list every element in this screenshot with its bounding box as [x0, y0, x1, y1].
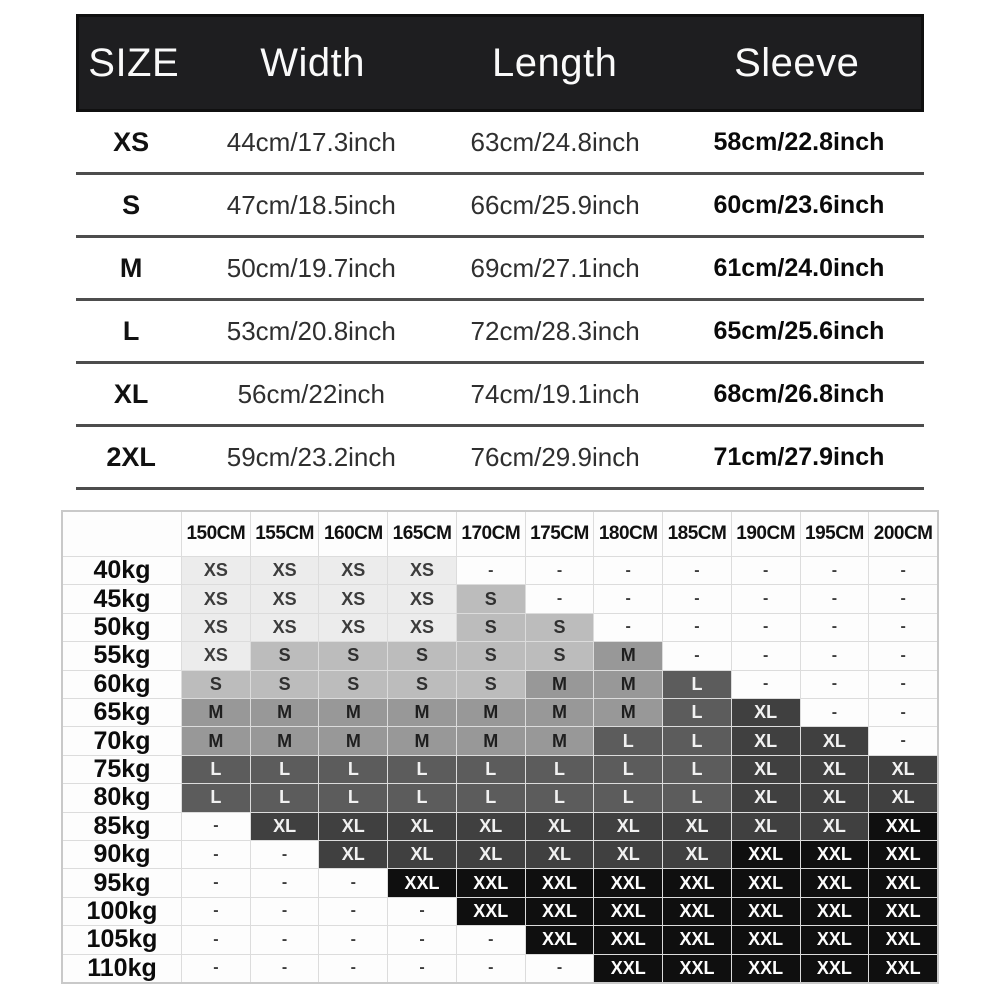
- fit-cell: M: [594, 699, 662, 726]
- fit-cell: S: [319, 671, 387, 698]
- spec-table-row: [76, 364, 924, 427]
- fit-cell: XS: [319, 557, 387, 584]
- fit-cell: XXL: [801, 926, 869, 953]
- fit-cell: L: [526, 756, 594, 783]
- fit-cell: -: [869, 642, 937, 669]
- fit-cell: XL: [388, 841, 456, 868]
- fit-cell: XL: [663, 813, 731, 840]
- spec-table-body: [76, 112, 924, 490]
- fit-cell: L: [526, 784, 594, 811]
- fit-cell: L: [388, 756, 456, 783]
- fit-cell: XL: [319, 813, 387, 840]
- fit-cell: -: [251, 869, 319, 896]
- fit-cell: M: [594, 642, 662, 669]
- weight-label: 50kg: [63, 614, 181, 641]
- fit-cell: M: [182, 727, 250, 754]
- fit-corner-cell: [63, 512, 181, 556]
- fit-cell: XXL: [869, 869, 937, 896]
- size-label: XS: [113, 126, 150, 157]
- fit-cell: L: [388, 784, 456, 811]
- height-header: 165CM: [388, 512, 456, 556]
- fit-cell: XS: [319, 614, 387, 641]
- fit-cell: S: [388, 642, 456, 669]
- fit-cell: XS: [388, 585, 456, 612]
- fit-cell: -: [801, 671, 869, 698]
- fit-cell: M: [388, 727, 456, 754]
- fit-cell: XXL: [732, 841, 800, 868]
- sleeve-value: 68cm/26.8inch: [713, 379, 885, 408]
- fit-cell: XXL: [869, 841, 937, 868]
- weight-label: 90kg: [63, 841, 181, 868]
- weight-label: 65kg: [63, 699, 181, 726]
- fit-cell: -: [182, 926, 250, 953]
- fit-cell: -: [801, 614, 869, 641]
- height-header: 170CM: [457, 512, 525, 556]
- fit-cell: S: [457, 671, 525, 698]
- fit-cell: XL: [526, 813, 594, 840]
- weight-label: 100kg: [63, 898, 181, 925]
- length-value: 69cm/27.1inch: [470, 252, 640, 283]
- fit-cell: -: [526, 557, 594, 584]
- fit-table-grid: [61, 510, 939, 984]
- fit-cell: XXL: [869, 898, 937, 925]
- fit-cell: L: [663, 784, 731, 811]
- fit-cell: M: [594, 671, 662, 698]
- fit-cell: S: [251, 642, 319, 669]
- spec-table-row: [76, 427, 924, 490]
- fit-cell: -: [594, 585, 662, 612]
- fit-cell: L: [251, 784, 319, 811]
- fit-cell: M: [526, 727, 594, 754]
- fit-cell: XXL: [869, 926, 937, 953]
- fit-cell: XXL: [594, 955, 662, 982]
- fit-cell: L: [663, 671, 731, 698]
- size-label: S: [122, 189, 141, 220]
- fit-cell: -: [251, 955, 319, 982]
- fit-cell: -: [182, 898, 250, 925]
- fit-cell: XXL: [663, 926, 731, 953]
- fit-cell: -: [732, 557, 800, 584]
- fit-cell: XXL: [388, 869, 456, 896]
- fit-cell: S: [526, 642, 594, 669]
- fit-cell: S: [526, 614, 594, 641]
- height-header: 175CM: [526, 512, 594, 556]
- fit-cell: -: [663, 585, 731, 612]
- fit-cell: -: [388, 955, 456, 982]
- weight-label: 75kg: [63, 756, 181, 783]
- fit-cell: -: [869, 727, 937, 754]
- weight-label: 60kg: [63, 671, 181, 698]
- fit-cell: -: [594, 557, 662, 584]
- fit-cell: L: [594, 784, 662, 811]
- fit-cell: M: [457, 727, 525, 754]
- spec-header-sleeve: Sleeve: [734, 40, 860, 85]
- fit-cell: -: [663, 557, 731, 584]
- fit-cell: -: [663, 642, 731, 669]
- weight-label: 85kg: [63, 813, 181, 840]
- length-value: 76cm/29.9inch: [470, 441, 640, 472]
- fit-cell: XL: [801, 756, 869, 783]
- fit-cell: XXL: [663, 955, 731, 982]
- fit-cell: S: [182, 671, 250, 698]
- fit-cell: XL: [869, 784, 937, 811]
- fit-cell: -: [869, 671, 937, 698]
- width-value: 59cm/23.2inch: [226, 441, 396, 472]
- fit-cell: M: [388, 699, 456, 726]
- fit-cell: -: [526, 585, 594, 612]
- fit-cell: XS: [319, 585, 387, 612]
- fit-cell: XS: [251, 585, 319, 612]
- fit-cell: L: [663, 699, 731, 726]
- height-header: 150CM: [182, 512, 250, 556]
- fit-cell: XL: [594, 813, 662, 840]
- fit-cell: L: [319, 756, 387, 783]
- fit-cell: XL: [732, 784, 800, 811]
- fit-cell: XL: [732, 813, 800, 840]
- fit-cell: XS: [251, 557, 319, 584]
- size-label: XL: [113, 378, 149, 409]
- fit-cell: -: [457, 926, 525, 953]
- fit-cell: XXL: [594, 898, 662, 925]
- fit-cell: -: [251, 926, 319, 953]
- fit-cell: XXL: [869, 955, 937, 982]
- fit-cell: L: [319, 784, 387, 811]
- fit-cell: -: [319, 869, 387, 896]
- sleeve-value: 58cm/22.8inch: [713, 127, 885, 156]
- fit-cell: -: [319, 955, 387, 982]
- fit-cell: M: [457, 699, 525, 726]
- fit-cell: XL: [732, 727, 800, 754]
- fit-cell: XXL: [457, 869, 525, 896]
- fit-cell: XXL: [663, 869, 731, 896]
- height-header: 160CM: [319, 512, 387, 556]
- fit-cell: XS: [388, 614, 456, 641]
- fit-cell: -: [869, 585, 937, 612]
- fit-cell: XL: [869, 756, 937, 783]
- fit-cell: XXL: [732, 955, 800, 982]
- fit-cell: L: [182, 784, 250, 811]
- fit-cell: -: [801, 585, 869, 612]
- fit-cell: L: [457, 784, 525, 811]
- fit-cell: XXL: [526, 898, 594, 925]
- fit-cell: XXL: [732, 898, 800, 925]
- fit-cell: XL: [732, 756, 800, 783]
- fit-cell: -: [526, 955, 594, 982]
- fit-cell: XXL: [594, 869, 662, 896]
- width-value: 50cm/19.7inch: [226, 252, 396, 283]
- fit-cell: -: [732, 614, 800, 641]
- fit-cell: XL: [801, 784, 869, 811]
- fit-cell: -: [388, 926, 456, 953]
- fit-cell: -: [801, 642, 869, 669]
- length-value: 74cm/19.1inch: [470, 378, 640, 409]
- spec-header-width: Width: [260, 40, 366, 85]
- height-header: 195CM: [801, 512, 869, 556]
- fit-cell: XXL: [801, 841, 869, 868]
- fit-cell: XXL: [594, 926, 662, 953]
- width-value: 47cm/18.5inch: [226, 189, 396, 220]
- height-header: 155CM: [251, 512, 319, 556]
- fit-cell: S: [251, 671, 319, 698]
- fit-cell: -: [801, 699, 869, 726]
- spec-header-size: SIZE: [88, 40, 180, 85]
- fit-cell: XL: [388, 813, 456, 840]
- height-header: 185CM: [663, 512, 731, 556]
- spec-table-row: [76, 301, 924, 364]
- fit-cell: -: [663, 614, 731, 641]
- fit-cell: XL: [526, 841, 594, 868]
- spec-table-header: [76, 14, 924, 112]
- fit-cell: XL: [457, 841, 525, 868]
- fit-cell: M: [526, 671, 594, 698]
- size-label: M: [119, 252, 143, 283]
- height-header: 200CM: [869, 512, 937, 556]
- fit-cell: M: [182, 699, 250, 726]
- weight-label: 80kg: [63, 784, 181, 811]
- weight-label: 70kg: [63, 727, 181, 754]
- fit-cell: XL: [594, 841, 662, 868]
- fit-cell: -: [388, 898, 456, 925]
- height-header: 180CM: [594, 512, 662, 556]
- fit-cell: -: [182, 813, 250, 840]
- fit-cell: -: [182, 841, 250, 868]
- fit-cell: -: [869, 699, 937, 726]
- fit-cell: XS: [182, 557, 250, 584]
- fit-cell: XL: [663, 841, 731, 868]
- fit-cell: -: [801, 557, 869, 584]
- length-value: 66cm/25.9inch: [470, 189, 640, 220]
- size-label: 2XL: [106, 441, 156, 472]
- sleeve-value: 65cm/25.6inch: [713, 316, 885, 345]
- fit-cell: XXL: [526, 926, 594, 953]
- fit-cell: L: [251, 756, 319, 783]
- fit-cell: -: [732, 671, 800, 698]
- fit-cell: -: [869, 614, 937, 641]
- fit-cell: L: [663, 756, 731, 783]
- fit-cell: XL: [251, 813, 319, 840]
- weight-label: 40kg: [63, 557, 181, 584]
- fit-cell: S: [457, 614, 525, 641]
- fit-cell: M: [526, 699, 594, 726]
- fit-cell: -: [732, 585, 800, 612]
- fit-cell: XXL: [801, 898, 869, 925]
- fit-cell: XXL: [869, 813, 937, 840]
- fit-cell: -: [319, 898, 387, 925]
- fit-cell: -: [182, 869, 250, 896]
- size-label: L: [122, 315, 140, 346]
- sleeve-value: 71cm/27.9inch: [713, 442, 885, 471]
- fit-cell: XL: [801, 727, 869, 754]
- width-value: 53cm/20.8inch: [226, 315, 396, 346]
- fit-cell: XXL: [732, 869, 800, 896]
- fit-cell: -: [182, 955, 250, 982]
- fit-cell: M: [251, 727, 319, 754]
- height-weight-fit-table: [61, 510, 939, 984]
- fit-cell: L: [182, 756, 250, 783]
- fit-cell: XS: [182, 642, 250, 669]
- length-value: 63cm/24.8inch: [470, 126, 640, 157]
- fit-cell: XL: [732, 699, 800, 726]
- fit-cell: XS: [251, 614, 319, 641]
- fit-cell: L: [457, 756, 525, 783]
- fit-cell: -: [251, 898, 319, 925]
- spec-table-row: [76, 238, 924, 301]
- fit-cell: -: [251, 841, 319, 868]
- sleeve-value: 60cm/23.6inch: [713, 190, 885, 219]
- sleeve-value: 61cm/24.0inch: [713, 253, 885, 282]
- weight-label: 45kg: [63, 585, 181, 612]
- fit-cell: S: [457, 642, 525, 669]
- weight-label: 110kg: [63, 955, 181, 982]
- fit-cell: XXL: [801, 955, 869, 982]
- spec-table-row: [76, 112, 924, 175]
- fit-cell: -: [594, 614, 662, 641]
- fit-cell: S: [457, 585, 525, 612]
- fit-cell: -: [869, 557, 937, 584]
- fit-cell: M: [319, 727, 387, 754]
- weight-label: 55kg: [63, 642, 181, 669]
- spec-header-length: Length: [492, 40, 618, 85]
- garment-measurements-table: [76, 14, 924, 490]
- fit-cell: XL: [801, 813, 869, 840]
- fit-cell: L: [594, 727, 662, 754]
- width-value: 44cm/17.3inch: [226, 126, 396, 157]
- fit-cell: XXL: [457, 898, 525, 925]
- fit-cell: XS: [182, 614, 250, 641]
- fit-cell: -: [732, 642, 800, 669]
- width-value: 56cm/22inch: [237, 378, 386, 409]
- fit-cell: XS: [388, 557, 456, 584]
- fit-cell: -: [457, 955, 525, 982]
- fit-cell: XXL: [801, 869, 869, 896]
- weight-label: 105kg: [63, 926, 181, 953]
- fit-cell: M: [251, 699, 319, 726]
- fit-cell: XL: [319, 841, 387, 868]
- height-header: 190CM: [732, 512, 800, 556]
- fit-cell: XL: [457, 813, 525, 840]
- fit-cell: L: [594, 756, 662, 783]
- fit-cell: L: [663, 727, 731, 754]
- fit-cell: S: [388, 671, 456, 698]
- fit-cell: -: [457, 557, 525, 584]
- fit-cell: XXL: [526, 869, 594, 896]
- spec-table-row: [76, 175, 924, 238]
- fit-cell: -: [319, 926, 387, 953]
- fit-cell: XXL: [663, 898, 731, 925]
- fit-cell: XXL: [732, 926, 800, 953]
- fit-cell: M: [319, 699, 387, 726]
- fit-cell: XS: [182, 585, 250, 612]
- length-value: 72cm/28.3inch: [470, 315, 640, 346]
- fit-cell: S: [319, 642, 387, 669]
- weight-label: 95kg: [63, 869, 181, 896]
